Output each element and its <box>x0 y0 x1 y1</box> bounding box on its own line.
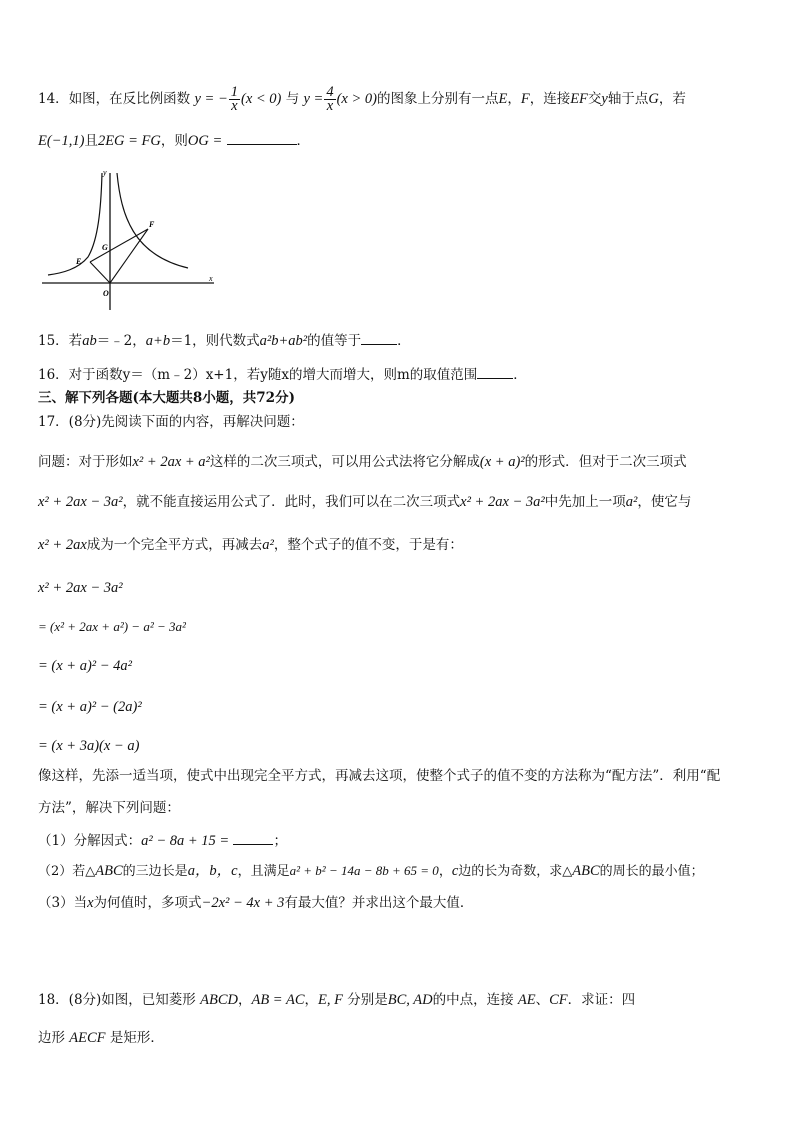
section-3-heading: 三、解下列各题(本大题共8小题，共72分) <box>38 390 295 406</box>
formula-y-pos: y = <box>303 91 324 107</box>
q17-p3: x² + 2ax成为一个完全平方式，再减去a²，整个式子的值不变，于是有： <box>38 537 463 553</box>
fraction-4-over-x: $\frac{4}{x}$ <box>326 84 334 114</box>
segment-oe <box>90 262 110 283</box>
label-y: y <box>103 168 107 177</box>
answer-blank-q16[interactable] <box>477 364 513 379</box>
q17-p4: 像这样，先添一适当项，使式中出现完全平方式，再减去这项，使整个式子的值不变的方法称为“配方法”．利用“配 <box>38 768 721 784</box>
answer-blank-q15[interactable] <box>361 330 397 345</box>
q17-sub1: （1）分解因式：a² − 8a + 15 = ； <box>38 830 758 851</box>
step-3: = (x + a)² − 4a² <box>38 658 133 674</box>
answer-blank-q17-1[interactable] <box>233 830 273 845</box>
label-f: F <box>149 220 155 229</box>
q17-p1: 问题：对于形如x² + 2ax + a²这样的二次三项式，可以用公式法将它分解成(x + a)²的形式．但对于二次三项式 <box>38 454 687 470</box>
q14-line2: E(−1,1)且2EG = FG，则OG = ． <box>38 130 758 151</box>
label-e: E <box>76 257 82 266</box>
formula-y-neg: y = − <box>194 91 228 107</box>
q17-header: 17．(8分)先阅读下面的内容，再解决问题： <box>38 414 304 430</box>
step-2: = (x² + 2ax + a²) − a² − 3a² <box>38 619 186 634</box>
label-g: G <box>102 243 108 252</box>
fraction-1-over-x: $\frac{1}{x}$ <box>230 84 238 114</box>
q17-sub3: （3）当x为何值时，多项式−2x² − 4x + 3有最大值？并求出这个最大值． <box>38 895 474 911</box>
label-x: x <box>209 274 213 283</box>
q16: 16．对于函数y＝（m﹣2）x+1，若y随x的增大而增大，则m的取值范围 ． <box>38 364 758 385</box>
q14-number: 14． <box>38 91 69 107</box>
hyperbola-figure <box>38 165 223 315</box>
label-o: O <box>103 289 109 298</box>
step-5: = (x + 3a)(x − a) <box>38 738 140 754</box>
q15: 15．若ab＝﹣2，a+b＝1，则代数式a²b+ab²的值等于 ． <box>38 330 758 351</box>
q17-p5: 方法”，解决下列问题： <box>38 800 180 816</box>
q18-line2: 边形 AECF 是矩形． <box>38 1030 164 1046</box>
segment-ef <box>90 229 148 262</box>
q18-line1: 18．(8分)如图，已知菱形 ABCD，AB = AC，E, F 分别是BC, AD的中点，连接 AE、CF．求证：四 <box>38 992 636 1008</box>
segment-of <box>110 229 148 283</box>
step-4: = (x + a)² − (2a)² <box>38 699 142 715</box>
q14-line1: 14．如图，在反比例函数 y = − $\frac{1}{x}$ (x < 0) 与 y = $\frac{4}{x}$ (x > 0)的图象上分别有一点E，F，连接EF交y轴于点G，若 <box>38 84 686 114</box>
q17-p2: x² + 2ax − 3a²，就不能直接运用公式了．此时，我们可以在二次三项式x² + 2ax − 3a²中先加上一项a²，使它与 <box>38 494 692 510</box>
answer-blank-q14[interactable] <box>227 130 297 145</box>
step-1: x² + 2ax − 3a² <box>38 580 123 596</box>
q17-sub2: （2）若△ABC的三边长是a，b，c，且满足a² + b² − 14a − 8b + 65 = 0，c边的长为奇数，求△ABC的周长的最小值； <box>38 863 704 879</box>
